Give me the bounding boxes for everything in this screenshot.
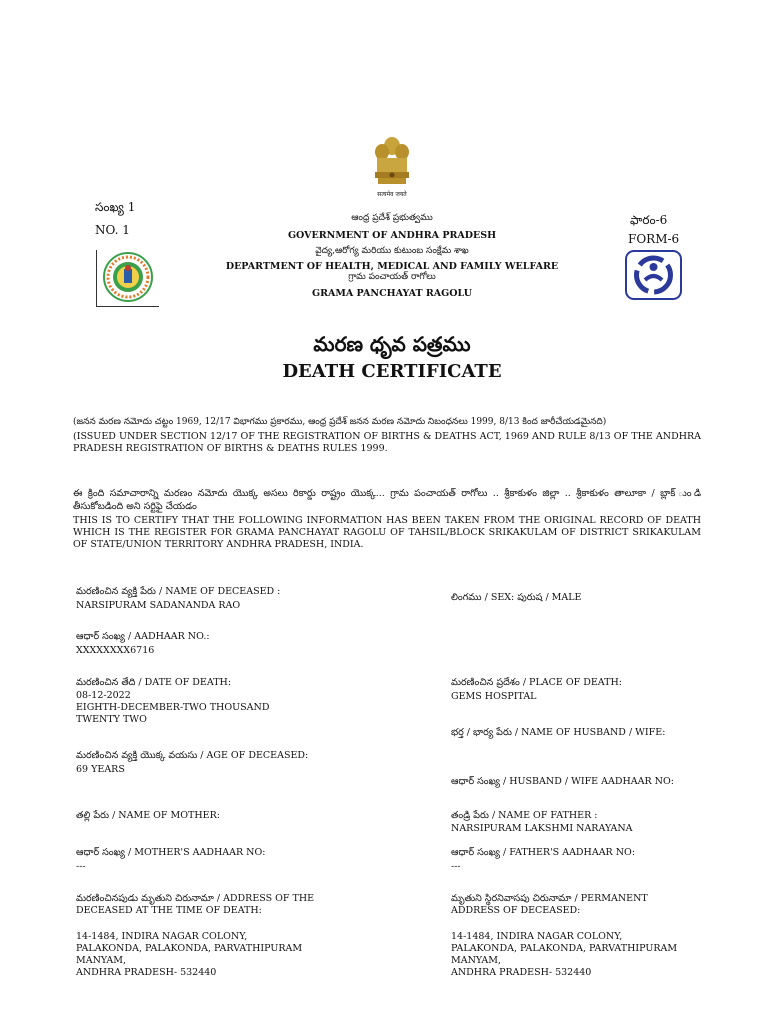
emblem-motto: सत्यमेव जयते xyxy=(377,191,407,198)
age-value: 69 YEARS xyxy=(76,764,125,775)
department-name-en: DEPARTMENT OF HEALTH, MEDICAL AND FAMILY WELFARE xyxy=(225,261,559,272)
aadhaar-label: ఆధార్ సంఖ్య / AADHAAR NO.: xyxy=(76,631,210,642)
father-aadhaar-value: --- xyxy=(451,861,461,872)
mother-name-label: తల్లి పేరు / NAME OF MOTHER: xyxy=(76,810,220,821)
andhra-pradesh-seal xyxy=(96,250,159,307)
address-at-death-line3: MANYAM, xyxy=(76,955,127,966)
lion-capital-icon xyxy=(366,136,418,194)
form-number-te: ఫారం-6 xyxy=(630,213,668,227)
permanent-address-label: మృతుని స్థిరనివాసపు చిరునామా / PERMANENT ADDRESS OF DECEASED: xyxy=(451,893,648,916)
mother-aadhaar-label: ఆధార్ సంఖ్య / MOTHER'S AADHAAR NO: xyxy=(76,847,266,858)
panchayat-name-en: GRAMA PANCHAYAT RAGOLU xyxy=(311,288,472,299)
government-name-te: ఆంధ్ర ప్రదేశ్ ప్రభుత్వము xyxy=(351,213,433,223)
address-at-death-line2: PALAKONDA, PALAKONDA, PARVATHIPURAM xyxy=(76,943,303,954)
title-en: DEATH CERTIFICATE xyxy=(282,361,502,382)
department-name-te: వైద్య,ఆరోగ్య మరియు కుటుంబ సంక్షేమ శాఖ xyxy=(315,246,469,256)
place-of-death-value: GEMS HOSPITAL xyxy=(451,691,537,702)
date-of-death-words: EIGHTH-DECEMBER-TWO THOUSAND TWENTY TWO xyxy=(76,702,270,725)
certificate-number-en: NO. 1 xyxy=(95,223,130,237)
national-emblem xyxy=(366,136,418,200)
registration-logo-icon xyxy=(625,250,682,300)
mother-aadhaar-value: --- xyxy=(76,861,86,872)
permanent-address-line1: 14-1484, INDIRA NAGAR COLONY, xyxy=(451,931,623,942)
address-at-death-line1: 14-1484, INDIRA NAGAR COLONY, xyxy=(76,931,248,942)
spouse-name-label: భర్త / భార్య పేరు / NAME OF HUSBAND / WIFE: xyxy=(451,727,666,738)
name-of-deceased-label: మరణించిన వ్యక్తి పేరు / NAME OF DECEASED : xyxy=(76,586,281,597)
permanent-address-line4: ANDHRA PRADESH- 532440 xyxy=(451,967,592,978)
title-te: మరణ ధృవ పత్రము xyxy=(313,332,471,356)
sex-label: లింగము / SEX: పురుష / MALE xyxy=(451,592,582,603)
spouse-aadhaar-label: ఆధార్ సంఖ్య / HUSBAND / WIFE AADHAAR NO: xyxy=(451,776,674,787)
issued-under-en: (ISSUED UNDER SECTION 12/17 OF THE REGISTRATION OF BIRTHS & DEATHS ACT, 1969 AND RULE 8/13 OF THE ANDHRA PRADESH REGISTRATION OF BIRTHS & DEATHS RULES 1999. xyxy=(73,431,701,454)
father-name-value: NARSIPURAM LAKSHMI NARAYANA xyxy=(451,823,633,834)
certify-text-en: THIS IS TO CERTIFY THAT THE FOLLOWING INFORMATION HAS BEEN TAKEN FROM THE ORIGINAL RECORD OF DEATH WHICH IS THE REGISTER FOR GRAMA PANCHAYAT RAGOLU OF TAHSIL/BLOCK SRIKAKULAM OF DISTRICT SRIKAKULAM OF STATE/UNION TERRITORY ANDHRA PRADESH, INDIA. xyxy=(73,515,701,550)
address-at-death-line4: ANDHRA PRADESH- 532440 xyxy=(76,967,217,978)
panchayat-name-te: గ్రామ పంచాయత్ రాగోలు xyxy=(348,272,436,282)
certificate-number-te: సంఖ్య 1 xyxy=(95,200,136,214)
name-of-deceased-value: NARSIPURAM SADANANDA RAO xyxy=(76,600,241,611)
date-of-death-label: మరణించిన తేది / DATE OF DEATH: xyxy=(76,677,232,688)
permanent-address-line3: MANYAM, xyxy=(451,955,502,966)
issued-under-te: (జనన మరణ నమోదు చట్టం 1969, 12/17 విభాగము ప్రకారము, ఆంధ్ర ప్రదేశ్ జనన మరణ నమోదు నిబంధనలు 1999, 8/13 కింద జారీచేయడమైనది) xyxy=(73,417,607,427)
form-number-en: FORM-6 xyxy=(628,232,680,246)
certify-text-te: ఈ క్రింది సమాచారాన్ని మరణం నమోదు యొక్క అసలు రికార్డు రాష్ట్రం యొక్క... గ్రామ పంచాయత్ రాగోలు .. శ్రీకాకుళం జిల్లా .. శ్రీకాకుళం తాలూకా / బ్లాక్ ుండి తీసుకోబడింది అని సర్టిఫై చేయడం xyxy=(73,488,701,512)
father-aadhaar-label: ఆధార్ సంఖ్య / FATHER'S AADHAAR NO: xyxy=(451,847,636,858)
age-label: మరణించిన వ్యక్తి యొక్క వయసు / AGE OF DECEASED: xyxy=(76,750,309,761)
date-of-death-value: 08-12-2022 xyxy=(76,690,131,701)
registration-logo xyxy=(625,250,682,300)
aadhaar-value: XXXXXXXX6716 xyxy=(76,645,155,656)
father-name-label: తండ్రి పేరు / NAME OF FATHER : xyxy=(451,810,598,821)
permanent-address-line2: PALAKONDA, PALAKONDA, PARVATHIPURAM xyxy=(451,943,678,954)
government-name-en: GOVERNMENT OF ANDHRA PRADESH xyxy=(287,230,497,241)
place-of-death-label: మరణించిన ప్రదేశం / PLACE OF DEATH: xyxy=(451,677,622,688)
ap-seal-icon xyxy=(97,250,159,306)
address-at-death-label: మరణించినపుడు మృతుని చిరునామా / ADDRESS OF THE DECEASED AT THE TIME OF DEATH: xyxy=(76,893,315,916)
